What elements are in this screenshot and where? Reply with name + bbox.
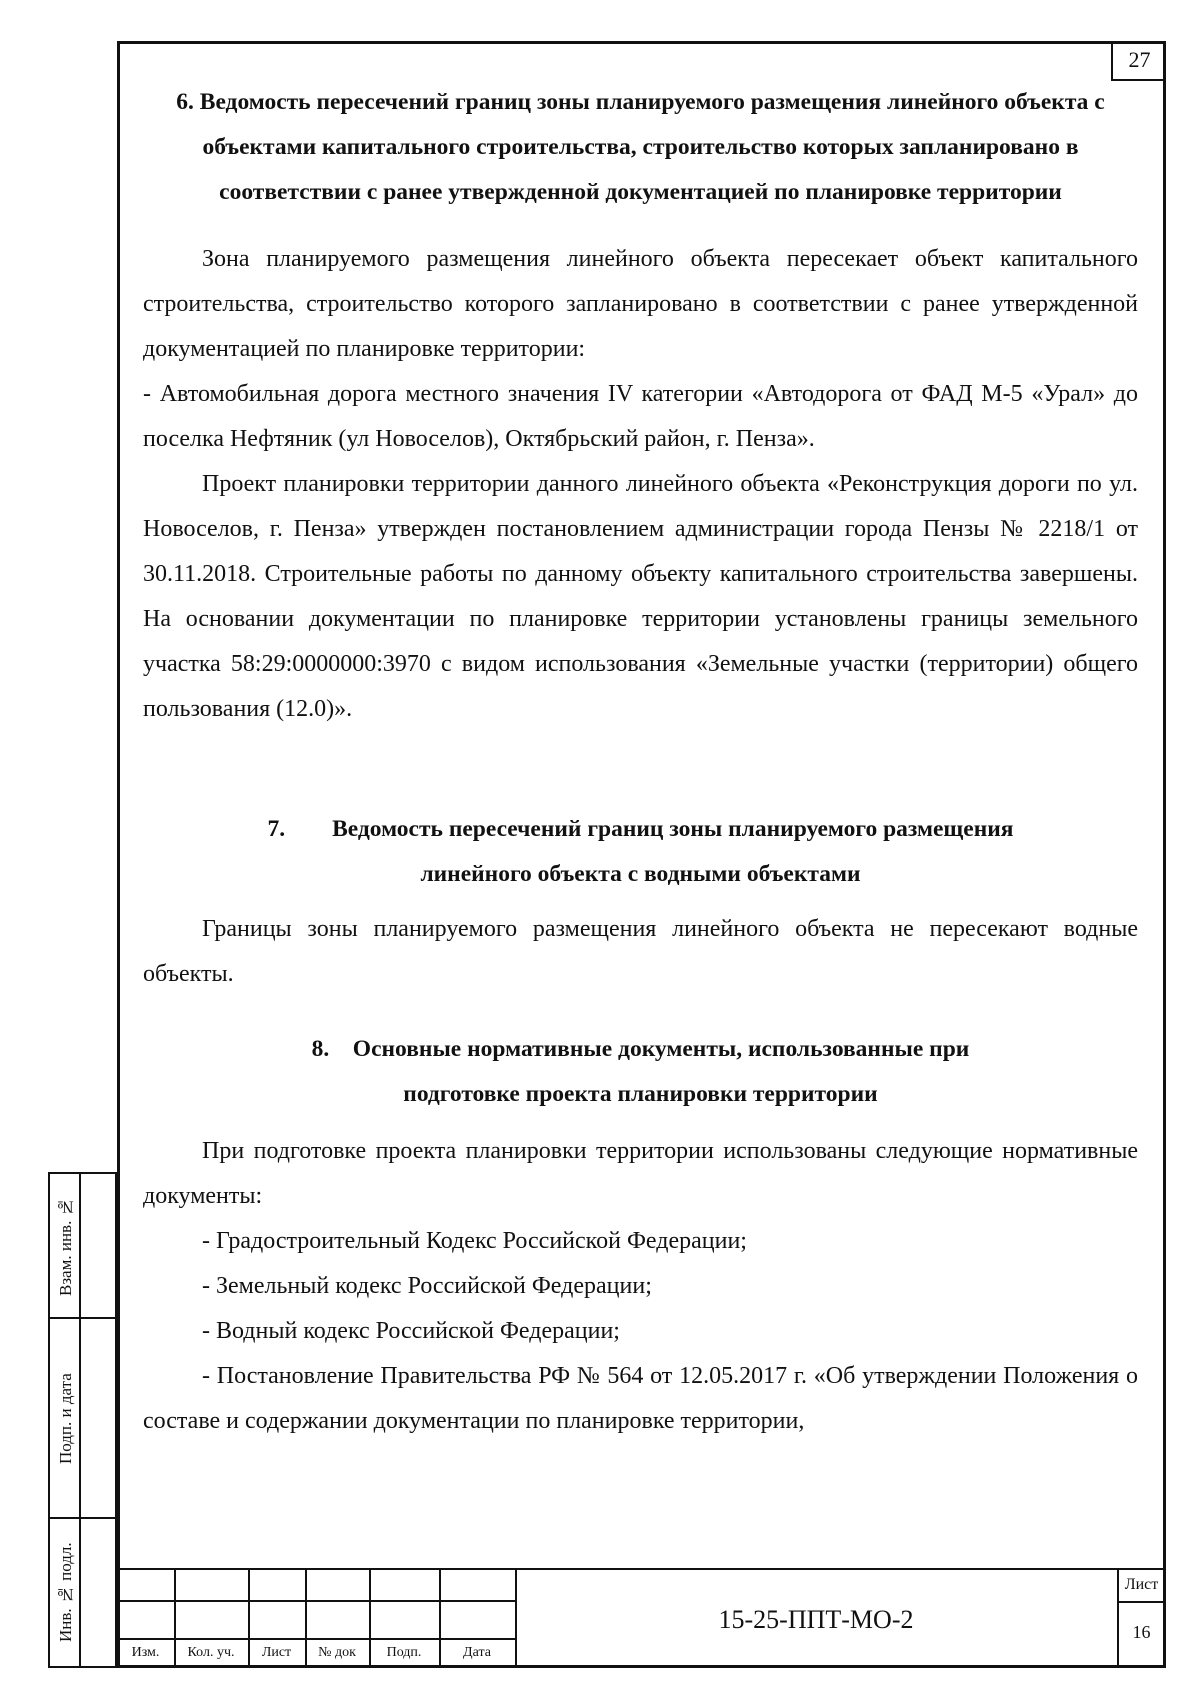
section7-title-line2: линейного объекта с водными объектами — [420, 861, 861, 887]
normative-item: - Водный кодекс Российской Федерации; — [202, 1318, 620, 1344]
inv-podl-label: Инв. № подл. — [56, 1542, 75, 1643]
section6-paragraph-1: Зона планируемого размещения линейного объекта пересекает объект капитального строительства, строительство которого запланировано в соответствии с ранее утвержденной документацией по планировке территории: — [143, 246, 1138, 362]
normative-item: - Земельный кодекс Российской Федерации; — [202, 1273, 652, 1299]
title-block — [117, 1568, 1166, 1668]
document-body — [143, 80, 1138, 1444]
side-stamp — [48, 1172, 117, 1668]
section8-paragraph: При подготовке проекта планировки территории использованы следующие нормативные документы: — [143, 1138, 1138, 1209]
section7-paragraph: Границы зоны планируемого размещения линейного объекта не пересекают водные объекты. — [143, 916, 1138, 987]
col-data: Дата — [463, 1645, 491, 1660]
normative-item: - Градостроительный Кодекс Российской Федерации; — [202, 1228, 747, 1254]
col-izm: Изм. — [131, 1645, 160, 1660]
section6-paragraph-2: Проект планировки территории данного линейного объекта «Реконструкция дороги по ул. Новоселов, г. Пенза» утвержден постановлением администрации города Пензы № 2218/1 от 30.11.2018. Строительные работы по данному объекту капитального строительства завершены. На основании документации по планировке территории установлены границы земельного участка 58:29:0000000:3970 с видом использования «Земельные участки (территории) общего пользования (12.0)». — [143, 471, 1138, 722]
podp-data-label: Подп. и дата — [56, 1373, 75, 1465]
section6-list-item: - Автомобильная дорога местного значения IV категории «Автодорога от ФАД М-5 «Урал» до поселка Нефтяник (ул Новоселов), Октябрьский район, г. Пенза». — [143, 381, 1138, 452]
normative-item: - Постановление Правительства РФ № 564 от 12.05.2017 г. «Об утверждении Положения о составе и содержании документации по планировке территории, — [143, 1363, 1138, 1434]
sheet-label: Лист — [1124, 1576, 1159, 1593]
document-code: 15-25-ППТ-МО-2 — [718, 1605, 914, 1634]
vzam-inv-label: Взам. инв. № — [56, 1197, 75, 1296]
col-podp: Подп. — [386, 1645, 422, 1660]
sheet-number: 16 — [1132, 1622, 1151, 1642]
section8-title-line2: подготовке проекта планировки территории — [403, 1081, 878, 1107]
section7-title-line1: 7. Ведомость пересечений границ зоны планируемого размещения — [267, 816, 1014, 842]
section8-title-line1: 8. Основные нормативные документы, использованные при — [311, 1036, 970, 1062]
col-kol-uch: Кол. уч. — [187, 1645, 235, 1660]
col-list: Лист — [261, 1645, 292, 1660]
section6-title: 6. Ведомость пересечений границ зоны планируемого размещения линейного объекта с объектами капитального строительства, строительство которых запланировано в соответствии с ранее утвержденной документацией по планировке территории — [176, 89, 1105, 205]
page-number: 27 — [1111, 41, 1166, 81]
col-n-dok: № док — [318, 1645, 356, 1660]
